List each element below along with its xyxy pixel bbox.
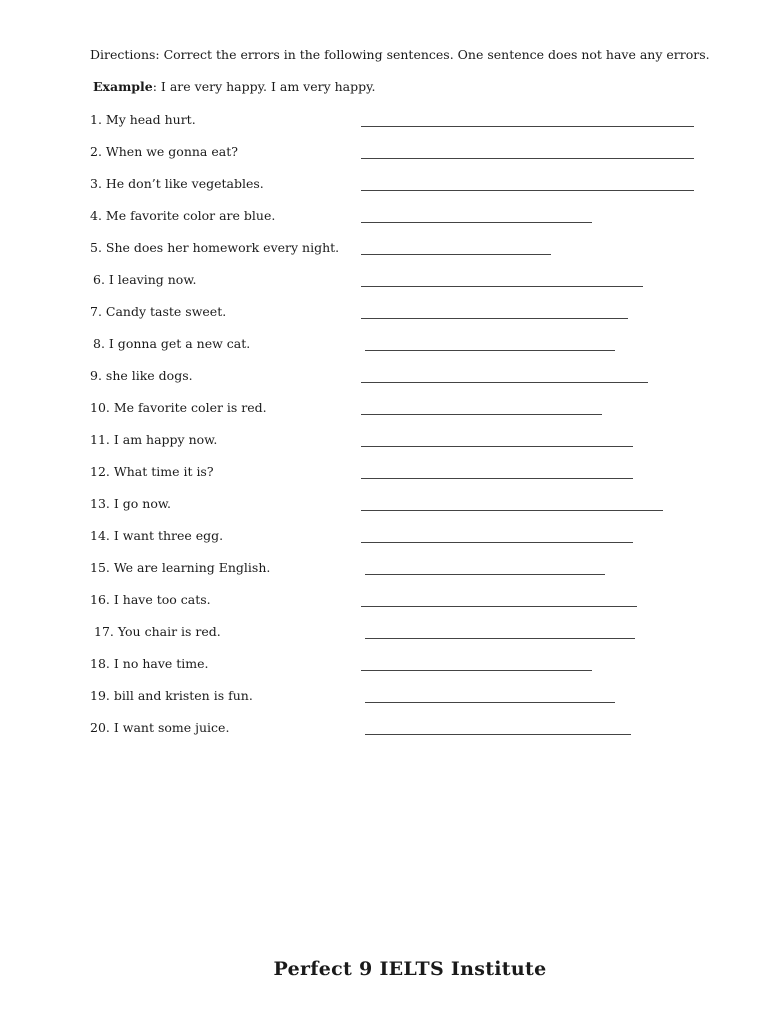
sentence-text: 11. I am happy now. (90, 432, 218, 447)
sentence-text: 15. We are learning English. (90, 560, 271, 575)
sentence-row (0, 176, 768, 196)
sentence-row (0, 496, 768, 516)
answer-line[interactable] (361, 414, 602, 415)
sentence-text: 7. Candy taste sweet. (90, 304, 227, 319)
sentence-text: 1. My head hurt. (90, 112, 196, 127)
answer-line[interactable] (361, 478, 633, 479)
sentence-text: 14. I want three egg. (90, 528, 224, 543)
sentence-text: 4. Me favorite color are blue. (90, 208, 276, 223)
sentence-row (0, 336, 768, 356)
answer-line[interactable] (361, 670, 592, 671)
sentence-row (0, 688, 768, 708)
answer-line[interactable] (361, 510, 663, 511)
sentence-row (0, 432, 768, 452)
answer-line[interactable] (361, 254, 551, 255)
answer-line[interactable] (361, 606, 637, 607)
sentence-row (0, 208, 768, 228)
sentence-text: 3. He don’t like vegetables. (90, 176, 264, 191)
sentence-text: 9. she like dogs. (90, 368, 193, 383)
sentence-row (0, 720, 768, 740)
sentence-text: 8. I gonna get a new cat. (93, 336, 251, 351)
sentence-row (0, 240, 768, 260)
answer-line[interactable] (361, 222, 592, 223)
answer-line[interactable] (365, 574, 605, 575)
sentence-text: 12. What time it is? (90, 464, 214, 479)
institute-footer: Perfect 9 IELTS Institute (273, 958, 547, 980)
sentence-text: 13. I go now. (90, 496, 172, 511)
sentence-text: 16. I have too cats. (90, 592, 211, 607)
sentence-row (0, 592, 768, 612)
sentence-row (0, 400, 768, 420)
answer-line[interactable] (365, 702, 615, 703)
answer-line[interactable] (361, 382, 648, 383)
sentence-row (0, 528, 768, 548)
sentence-row (0, 144, 768, 164)
answer-line[interactable] (365, 734, 631, 735)
answer-line[interactable] (365, 350, 615, 351)
answer-line[interactable] (361, 190, 694, 191)
example-line (93, 79, 376, 94)
sentence-row (0, 560, 768, 580)
example-label: Example (93, 79, 153, 94)
sentence-text: 17. You chair is red. (94, 624, 221, 639)
sentence-text: 10. Me favorite coler is red. (90, 400, 267, 415)
answer-line[interactable] (361, 286, 643, 287)
answer-line[interactable] (361, 542, 633, 543)
sentence-row (0, 112, 768, 132)
sentence-text: 20. I want some juice. (90, 720, 230, 735)
directions-text: Directions: Correct the errors in the following sentences. One sentence does not have any errors. (90, 47, 710, 62)
answer-line[interactable] (361, 318, 628, 319)
sentence-row (0, 624, 768, 644)
answer-line[interactable] (365, 638, 635, 639)
sentence-row (0, 464, 768, 484)
sentence-row (0, 304, 768, 324)
sentence-row (0, 368, 768, 388)
sentence-text: 5. She does her homework every night. (90, 240, 340, 255)
sentence-text: 2. When we gonna eat? (90, 144, 238, 159)
sentence-text: 19. bill and kristen is fun. (90, 688, 253, 703)
sentence-row (0, 656, 768, 676)
answer-line[interactable] (361, 158, 694, 159)
sentence-text: 18. I no have time. (90, 656, 209, 671)
sentence-text: 6. I leaving now. (93, 272, 197, 287)
example-text: : I are very happy. I am very happy. (152, 79, 376, 94)
sentence-row (0, 272, 768, 292)
answer-line[interactable] (361, 126, 694, 127)
answer-line[interactable] (361, 446, 633, 447)
